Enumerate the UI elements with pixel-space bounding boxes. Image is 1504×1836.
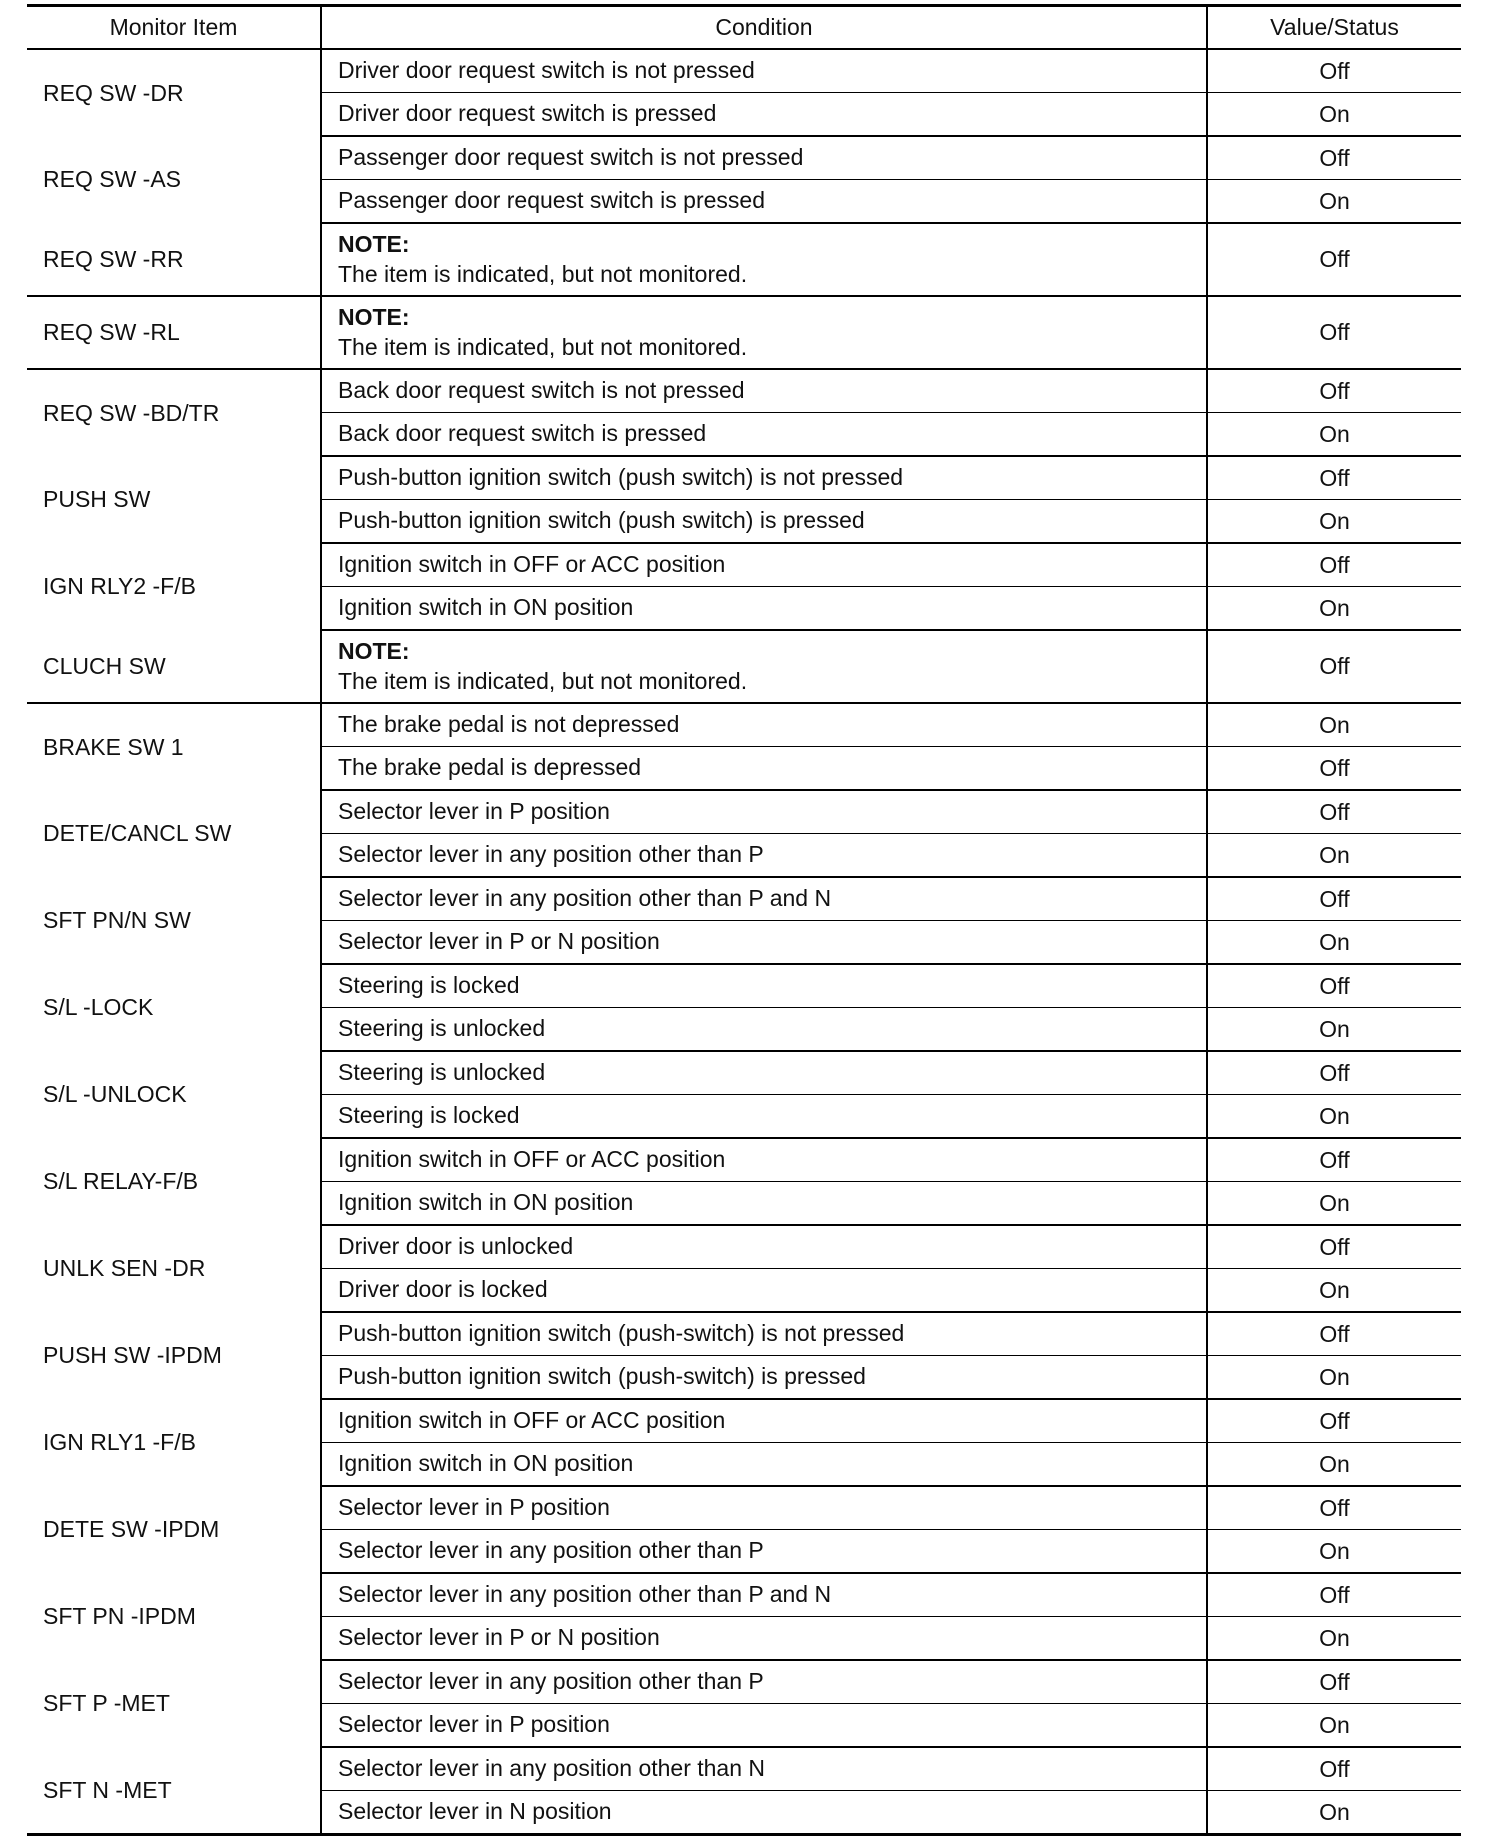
condition-cell: Selector lever in any position other than P and N	[321, 877, 1207, 921]
table-row	[27, 1747, 1461, 1791]
condition-cell: Selector lever in any position other than N	[321, 1747, 1207, 1791]
value-status-cell: On	[1207, 703, 1461, 747]
note-text: The item is indicated, but not monitored.	[338, 667, 748, 694]
condition-cell: Selector lever in P position	[321, 790, 1207, 834]
table-row	[27, 877, 1461, 921]
value-status-cell: Off	[1207, 630, 1461, 703]
condition-cell: Driver door is unlocked	[321, 1225, 1207, 1269]
value-status-cell: On	[1207, 587, 1461, 631]
table-row	[27, 136, 1461, 180]
monitor-item-cell: REQ SW -RL	[27, 296, 321, 369]
monitor-item-cell: SFT P -MET	[43, 1690, 170, 1716]
value-status-cell: On	[1319, 1798, 1350, 1825]
monitor-item-cell: IGN RLY2 -F/B	[43, 573, 196, 599]
value-status-cell: On	[1207, 1182, 1461, 1226]
value-status-cell: On	[1207, 1095, 1461, 1139]
monitor-item-cell: REQ SW -BD/TR	[43, 399, 220, 426]
header-value-status: Value/Status	[1207, 6, 1461, 50]
monitor-item-cell: SFT N -MET	[43, 1776, 172, 1803]
value-status-cell: On	[1207, 921, 1461, 965]
condition-cell: Ignition switch in ON position	[321, 587, 1207, 631]
monitor-item-cell: BRAKE SW 1	[43, 733, 184, 760]
condition-cell: The brake pedal is not depressed	[321, 703, 1207, 747]
table-body	[27, 49, 1461, 1835]
condition-cell: Back door request switch is not pressed	[321, 369, 1207, 413]
condition-cell: Passenger door request switch is not pressed	[321, 136, 1207, 180]
value-status-cell: On	[1207, 1443, 1461, 1487]
note-condition-cell	[321, 296, 1207, 369]
table-row	[27, 790, 1461, 834]
value-status-cell: Off	[1207, 1399, 1461, 1443]
condition-cell: Steering is locked	[321, 1095, 1207, 1139]
value-status-cell: On	[1207, 93, 1461, 137]
table-row	[27, 964, 1461, 1008]
value-status-cell: On	[1207, 413, 1461, 457]
monitor-item-cell: REQ SW -RR	[27, 223, 321, 296]
table-row	[27, 543, 1461, 587]
table-row	[27, 1051, 1461, 1095]
value-status-cell: Off	[1207, 1486, 1461, 1530]
table-row	[27, 1486, 1461, 1530]
value-status-cell: Off	[1207, 747, 1461, 791]
value-status-cell: On	[1207, 1704, 1461, 1748]
condition-cell: Steering is unlocked	[321, 1051, 1207, 1095]
table-row	[27, 1138, 1461, 1182]
condition-cell: Push-button ignition switch (push switch) is pressed	[321, 500, 1207, 544]
table-row	[27, 1312, 1461, 1356]
note-text: The item is indicated, but not monitored.	[338, 333, 748, 360]
monitor-item-cell: SFT PN -IPDM	[43, 1603, 196, 1629]
condition-cell: Selector lever in any position other than P	[321, 834, 1207, 878]
monitor-item-cell: REQ SW -DR	[43, 79, 184, 106]
value-status-cell: On	[1207, 1269, 1461, 1313]
condition-cell: Driver door request switch is not pressed	[321, 49, 1207, 93]
value-status-cell: On	[1207, 834, 1461, 878]
condition-cell: Push-button ignition switch (push switch) is not pressed	[321, 456, 1207, 500]
monitor-item-cell: PUSH SW -IPDM	[43, 1342, 222, 1368]
monitor-item-cell: DETE/CANCL SW	[43, 820, 232, 846]
condition-cell: Passenger door request switch is pressed	[321, 180, 1207, 224]
table-row	[27, 630, 1461, 703]
value-status-cell: Off	[1207, 1312, 1461, 1356]
value-status-cell: On	[1207, 1008, 1461, 1052]
value-status-cell: Off	[1207, 223, 1461, 296]
condition-cell: Ignition switch in OFF or ACC position	[321, 1399, 1207, 1443]
header-monitor-item: Monitor Item	[27, 6, 321, 50]
condition-cell: Selector lever in P or N position	[321, 921, 1207, 965]
condition-cell: Back door request switch is pressed	[321, 413, 1207, 457]
condition-cell: Selector lever in N position	[321, 1791, 1207, 1835]
table-row	[27, 1660, 1461, 1704]
condition-cell: Selector lever in any position other than P and N	[321, 1573, 1207, 1617]
table-row	[27, 1225, 1461, 1269]
monitor-item-cell: S/L -LOCK	[43, 994, 154, 1020]
monitor-item-cell: IGN RLY1 -F/B	[43, 1429, 196, 1455]
condition-cell: Steering is locked	[321, 964, 1207, 1008]
monitor-item-cell: REQ SW -AS	[43, 166, 182, 192]
monitor-item-cell: S/L -UNLOCK	[43, 1081, 187, 1107]
value-status-cell: Off	[1207, 136, 1461, 180]
condition-cell: Ignition switch in ON position	[321, 1443, 1207, 1487]
condition-cell: Selector lever in any position other than P	[321, 1530, 1207, 1574]
value-status-cell: Off	[1207, 877, 1461, 921]
note-title: NOTE:	[338, 303, 410, 330]
note-title: NOTE:	[338, 230, 410, 257]
note-text: The item is indicated, but not monitored.	[338, 260, 748, 287]
value-status-cell: On	[1207, 1356, 1461, 1400]
note-title: NOTE:	[338, 637, 410, 664]
condition-cell: Push-button ignition switch (push-switch) is pressed	[321, 1356, 1207, 1400]
table-row	[27, 369, 1461, 413]
value-status-cell: Off	[1207, 543, 1461, 587]
condition-cell: Steering is unlocked	[321, 1008, 1207, 1052]
condition-cell: Selector lever in any position other than P	[321, 1660, 1207, 1704]
monitor-item-cell: SFT PN/N SW	[43, 907, 191, 933]
table-row	[27, 1399, 1461, 1443]
value-status-cell: Off	[1207, 1138, 1461, 1182]
table-row	[27, 456, 1461, 500]
monitor-item-cell: DETE SW -IPDM	[43, 1516, 220, 1542]
note-condition-cell	[321, 223, 1207, 296]
value-status-cell: On	[1207, 1530, 1461, 1574]
condition-cell: Selector lever in P or N position	[321, 1617, 1207, 1661]
header-condition: Condition	[321, 6, 1207, 50]
table-row	[27, 223, 1461, 296]
condition-cell: Ignition switch in OFF or ACC position	[321, 1138, 1207, 1182]
condition-cell: The brake pedal is depressed	[321, 747, 1207, 791]
value-status-cell: Off	[1207, 296, 1461, 369]
monitor-item-cell: S/L RELAY-F/B	[43, 1168, 199, 1194]
monitor-table	[27, 4, 1461, 1836]
condition-cell: Ignition switch in OFF or ACC position	[321, 543, 1207, 587]
value-status-cell: Off	[1207, 1051, 1461, 1095]
header-row	[27, 6, 1461, 50]
condition-cell: Ignition switch in ON position	[321, 1182, 1207, 1226]
condition-cell: Selector lever in P position	[321, 1486, 1207, 1530]
note-condition-cell	[321, 630, 1207, 703]
condition-cell: Driver door is locked	[321, 1269, 1207, 1313]
table-row	[27, 703, 1461, 747]
value-status-cell: Off	[1207, 369, 1461, 413]
condition-cell: Push-button ignition switch (push-switch) is not pressed	[321, 1312, 1207, 1356]
value-status-cell: Off	[1207, 1747, 1461, 1791]
value-status-cell: Off	[1207, 49, 1461, 93]
value-status-cell: On	[1207, 500, 1461, 544]
monitor-item-cell: UNLK SEN -DR	[43, 1255, 206, 1281]
table-row	[27, 49, 1461, 93]
value-status-cell: Off	[1207, 1225, 1461, 1269]
monitor-table-sheet	[27, 4, 1461, 1836]
monitor-item-cell: CLUCH SW	[27, 630, 321, 703]
table-row	[27, 1573, 1461, 1617]
value-status-cell: Off	[1207, 1660, 1461, 1704]
condition-cell: Driver door request switch is pressed	[321, 93, 1207, 137]
value-status-cell: Off	[1207, 456, 1461, 500]
monitor-item-cell: PUSH SW	[43, 486, 151, 512]
table-row	[27, 296, 1461, 369]
value-status-cell: Off	[1207, 964, 1461, 1008]
value-status-cell: On	[1207, 180, 1461, 224]
condition-cell: Selector lever in P position	[321, 1704, 1207, 1748]
value-status-cell: Off	[1207, 790, 1461, 834]
value-status-cell: Off	[1207, 1573, 1461, 1617]
value-status-cell: On	[1207, 1617, 1461, 1661]
